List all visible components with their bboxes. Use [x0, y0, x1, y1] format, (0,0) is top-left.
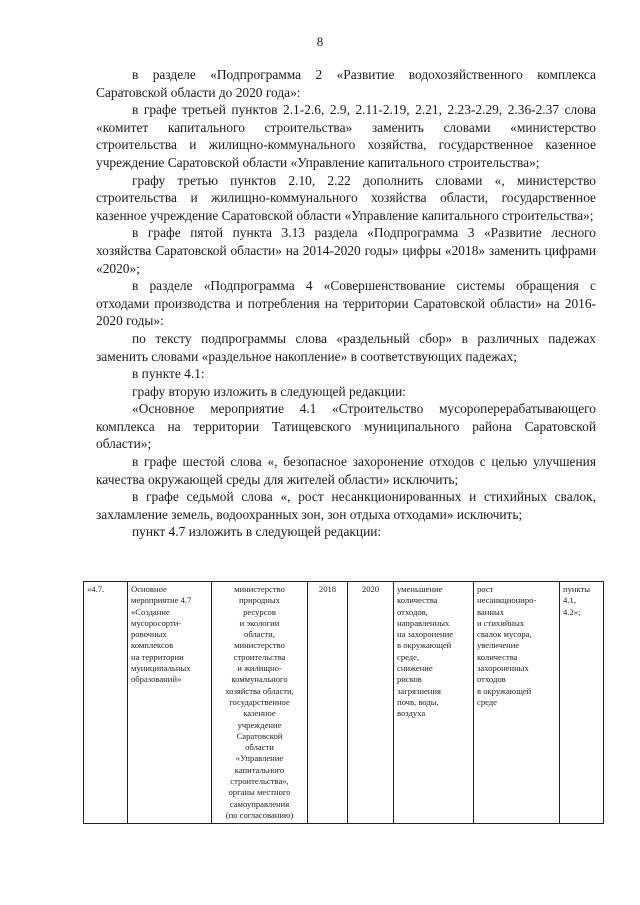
cell-line: увеличение [477, 640, 520, 651]
cell-line: среде [477, 696, 497, 707]
cell-line: казенное [243, 708, 276, 719]
cell-line: воздуха [397, 708, 426, 719]
paragraph: в графе третьей пунктов 2.1-2.6, 2.9, 2.11-2.19, 2.21, 2.23-2.29, 2.36-2.37 слова «комитет капитального строительства» заменить словами «министерство строительства и жилищно-коммунального хозяйства, государственное казенное учреждение Саратовской области «Управление капитального строительства»; [96, 102, 596, 170]
cell-line: в окружающей [397, 640, 452, 651]
links-cell [560, 582, 604, 824]
paragraph: в пункте 4.1: [132, 366, 205, 382]
paragraph: в графе пятой пункта 3.13 раздела «Подпрограмма 3 «Развитие лесного хозяйства Саратовской области» на 2014-2020 годы» цифры «2018» заменить цифрами «2020»; [96, 225, 596, 276]
paragraph: пункт 4.7 изложить в следующей редакции: [132, 524, 382, 540]
cell-line: области [245, 742, 274, 753]
executor-cell [212, 582, 308, 824]
document-body [96, 66, 596, 541]
cell-line: органы местного [228, 787, 291, 798]
cell-line: строительства», [230, 776, 289, 787]
paragraph: «Основное мероприятие 4.1 «Строительство мусороперерабатывающего комплекса на территории Татищевского муниципального района Саратовской области»; [96, 401, 596, 452]
paragraph: графу вторую изложить в следующей редакции: [132, 383, 406, 399]
cell-line: министерство [234, 640, 285, 651]
cell-line: и экологии [239, 617, 280, 628]
cell-line: несанкциониро- [477, 595, 537, 606]
cell-line: ванных [477, 606, 505, 617]
end-year-cell: 2020 [348, 582, 394, 824]
cell-line: рисков [397, 674, 422, 685]
result-cell [394, 582, 474, 824]
start-year-cell: 2018 [308, 582, 348, 824]
cell-line: и стихийных [477, 617, 525, 628]
cell-line: учреждение [237, 719, 282, 730]
cell-line: коммунального [231, 674, 288, 685]
consequences-cell [474, 582, 560, 824]
cell-line: в окружающей [477, 685, 532, 696]
cell-line: на захоронение [397, 629, 454, 640]
cell-line: мероприятие 4.7 [131, 595, 192, 606]
cell-line: захороненных [477, 663, 529, 674]
amendment-table [83, 581, 604, 824]
cell-line: почв, воды, [397, 696, 439, 707]
cell-line: природных [239, 595, 280, 606]
cell-line: 4.1, [563, 595, 576, 606]
cell-line: количества [397, 595, 438, 606]
paragraph: в разделе «Подпрограмма 2 «Развитие водохозяйственного комплекса Саратовской области до 2020 года»: [96, 67, 596, 100]
cell-line: Саратовской [236, 730, 283, 741]
cell-line: на территории [131, 651, 184, 662]
cell-line: пункты [563, 584, 591, 594]
cell-line: капитального [234, 764, 285, 775]
cell-line: образований» [131, 674, 182, 685]
cell-line: 4.2»; [563, 606, 581, 617]
cell-line: рост [477, 584, 494, 594]
cell-line: направленных [397, 617, 450, 628]
cell-line: министерство [234, 584, 285, 594]
cell-line: уменьшение [397, 584, 443, 594]
cell-line: государственное [229, 696, 290, 707]
event-cell [128, 582, 212, 824]
cell-line: и жилищно- [237, 663, 282, 674]
cell-line: (по согласованию) [225, 809, 294, 820]
cell-line: строительства [233, 651, 286, 662]
item-number-cell: «4.7. [84, 582, 128, 824]
cell-line: «Создание [131, 606, 170, 617]
cell-line: «Управление [235, 753, 284, 764]
paragraph: в разделе «Подпрограмма 4 «Совершенствование системы обращения с отходами производства и потребления на территории Саратовской области» на 2016-2020 годы»: [96, 278, 596, 329]
cell-line: области, [244, 629, 275, 640]
cell-line: ресурсов [243, 606, 276, 617]
page-number: 8 [316, 34, 324, 49]
paragraph: в графе шестой слова «, безопасное захоронение отходов с целью улучшения качества окружающей среды для жителей области» исключить; [96, 454, 596, 487]
cell-line: самоуправления [229, 798, 290, 809]
cell-line: отходов [477, 674, 506, 685]
cell-line: среде, [397, 651, 420, 662]
table-row [84, 582, 604, 824]
paragraph: в графе седьмой слова «, рост несанкционированных и стихийных свалок, захламление земель, водоохранных зон, зон отдыха отходами» исключить; [96, 489, 596, 522]
paragraph: графу третью пунктов 2.10, 2.22 дополнить словами «, министерство строительства и жилищно-коммунального хозяйства области, государственное казенное учреждение Саратовской области «Управление капитального строительства»; [96, 172, 596, 223]
cell-line: Основное [131, 584, 167, 594]
cell-line: количества [477, 651, 518, 662]
cell-line: ровочных [131, 629, 167, 640]
cell-line: мусоросорти- [131, 617, 182, 628]
cell-line: комплексов [131, 640, 174, 651]
cell-line: снижение [397, 663, 433, 674]
cell-line: муниципальных [131, 663, 191, 674]
cell-line: свалок мусора, [477, 629, 532, 640]
cell-line: отходов, [397, 606, 428, 617]
cell-line: хозяйства области, [225, 685, 294, 696]
paragraph: по тексту подпрограммы слова «раздельный сбор» в различных падежах заменить словами «раздельное накопление» в соответствующих падежах; [96, 330, 596, 364]
cell-line: загрязнения [397, 685, 441, 696]
